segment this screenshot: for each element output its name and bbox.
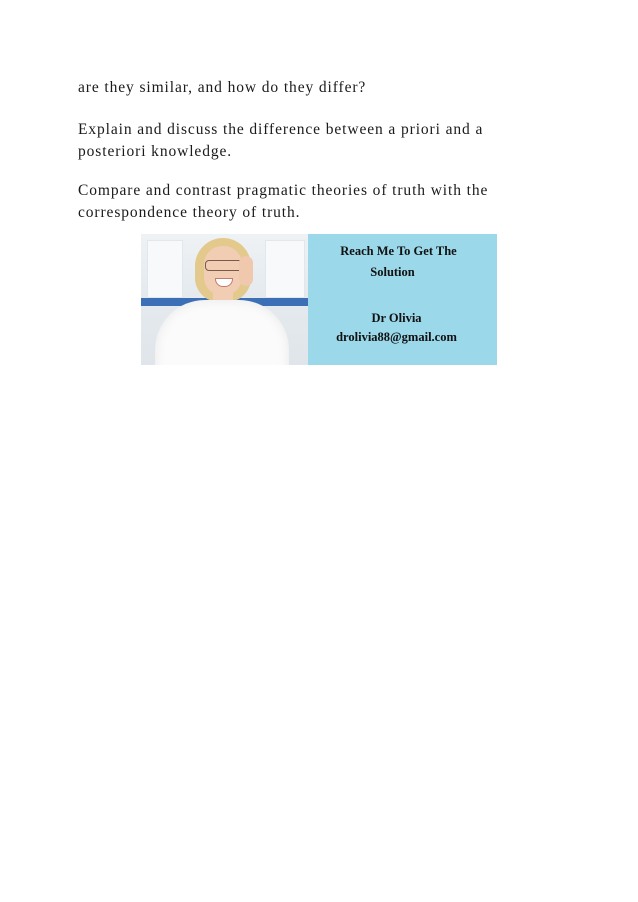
hand-shape <box>239 256 253 286</box>
banner-headline-continued: Solution <box>370 265 415 279</box>
glasses-icon <box>205 260 243 271</box>
contact-email: drolivia88@gmail.com <box>336 330 457 344</box>
contact-banner <box>141 234 497 365</box>
contact-panel <box>308 234 497 365</box>
paragraph-truth-theories-question: Compare and contrast pragmatic theories of truth with the correspondence theory of truth. <box>78 182 489 221</box>
blouse-shape <box>155 300 289 365</box>
paragraph-a-priori-question: Explain and discuss the difference between a priori and a posteriori knowledge. <box>78 121 484 160</box>
paragraph-question-continuation: are they similar, and how do they differ? <box>78 79 367 96</box>
banner-headline: Reach Me To Get The <box>340 244 457 258</box>
face-shape <box>204 246 242 296</box>
contact-name: Dr Olivia <box>371 311 422 325</box>
woman-photo <box>141 234 308 365</box>
background-window <box>147 240 183 298</box>
